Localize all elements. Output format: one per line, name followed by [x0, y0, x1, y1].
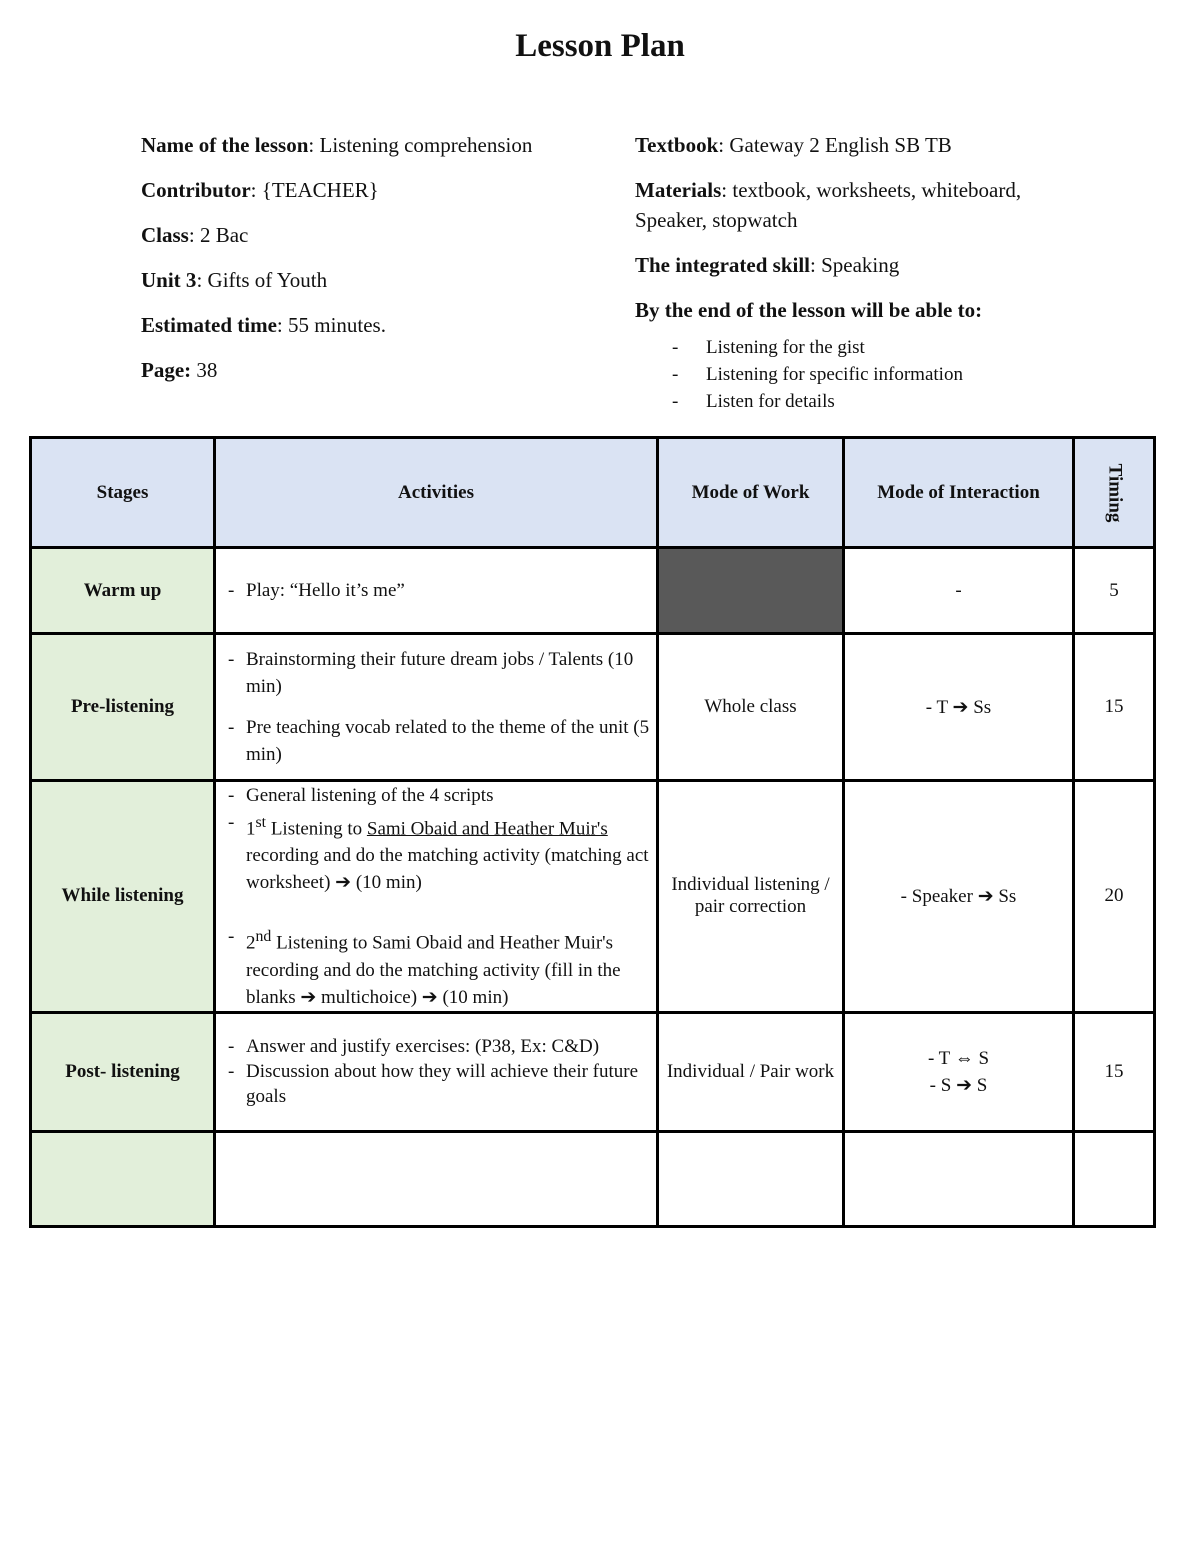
integrated-skill-label: The integrated skill [635, 253, 811, 277]
ordinal-suffix: st [255, 814, 267, 831]
activities-cell [215, 634, 658, 781]
textbook-field: Textbook: Gateway 2 English SB TB [635, 133, 952, 157]
stage-cell: Pre-listening [31, 634, 215, 781]
materials-value: textbook, worksheets, whiteboard, Speaker, stopwatch [635, 178, 1022, 232]
header-mode-of-interaction: Mode of Interaction [844, 438, 1074, 548]
page-field [141, 355, 571, 385]
ordinal-number: 1 [246, 818, 256, 840]
interaction-cell: - T ➔ Ss [844, 634, 1074, 781]
activity-item: - Pre teaching vocab related to the theme of the unit (5 min) [228, 714, 650, 768]
materials-field: Materials: textbook, worksheets, whiteboard, Speaker, stopwatch [635, 178, 1022, 232]
stage-cell: Warm up [31, 548, 215, 634]
objective-item: - Listening for the gist [672, 334, 1095, 361]
class-field: Class: 2 Bac [141, 223, 249, 247]
mode-of-work-cell: Whole class [658, 634, 844, 781]
timing-cell: 5 [1074, 548, 1155, 634]
activity-item: - General listening of the 4 scripts [228, 782, 650, 809]
header-activities: Activities [215, 438, 658, 548]
header-mode-of-work: Mode of Work [658, 438, 844, 548]
contributor-value: {TEACHER} [261, 178, 379, 202]
timing-cell: 15 [1074, 634, 1155, 781]
contributor-field: Contributor: {TEACHER} [141, 178, 379, 202]
textbook-label: Textbook [635, 133, 719, 157]
interaction-cell: - Speaker ➔ Ss [844, 781, 1074, 1013]
integrated-skill-field: The integrated skill: Speaking [635, 253, 900, 277]
objectives-list [672, 334, 1095, 415]
stage-cell: While listening [31, 781, 215, 1013]
activity-text: Listening to Sami Obaid and Heather Muir's recording and do the matching activity (fill in the blanks ➔ multichoice) ➔ (10 min) [246, 932, 621, 1008]
timing-cell: 20 [1074, 781, 1155, 1013]
mode-of-work-cell: Individual listening / pair correction [658, 781, 844, 1013]
table-row [31, 548, 1155, 634]
mode-of-work-cell [658, 1131, 844, 1226]
page-label: Page: [141, 358, 192, 382]
ordinal-number: 2 [246, 932, 256, 954]
header-timing-label: Timing [1104, 463, 1125, 522]
lesson-name-label: Name of the lesson [141, 133, 309, 157]
activity-text: Listening to [266, 818, 367, 840]
table-row [31, 1131, 1155, 1226]
interaction-line: - S ➔ S [929, 1074, 988, 1096]
mode-of-work-cell: Individual / Pair work [658, 1012, 844, 1131]
stage-cell: Post- listening [31, 1012, 215, 1131]
header-timing [1074, 438, 1155, 548]
estimated-time-value: 55 minutes. [287, 313, 386, 337]
estimated-time-field: Estimated time: 55 minutes. [141, 313, 386, 337]
table-header-row [31, 438, 1155, 548]
activity-item [228, 809, 650, 896]
page-value: 38 [196, 358, 218, 382]
interaction-cell: - [844, 548, 1074, 634]
objectives-heading-text: By the end of the lesson will be able to: [635, 298, 983, 322]
lesson-plan-table [29, 436, 1156, 1228]
page-title: Lesson Plan [515, 28, 685, 64]
activities-cell [215, 1012, 658, 1131]
activities-cell [215, 1131, 658, 1226]
underlined-speakers: Sami Obaid and Heather Muir's [366, 818, 608, 840]
interaction-line: - T ⇔ S [927, 1047, 990, 1069]
lesson-info-left [141, 130, 571, 400]
unit-label: Unit 3 [141, 268, 197, 292]
activity-item: - Answer and justify exercises: (P38, Ex: C&D) [228, 1034, 650, 1059]
objective-item: - Listen for details [672, 388, 1095, 415]
activity-item: - Brainstorming their future dream jobs / Talents (10 min) [228, 646, 650, 700]
interaction-cell [844, 1012, 1074, 1131]
objectives-heading [635, 295, 1095, 325]
objective-item: - Listening for specific information [672, 361, 1095, 388]
activity-text: recording and do the matching activity (matching act worksheet) ➔ (10 min) [246, 845, 649, 894]
class-value: 2 Bac [199, 223, 249, 247]
ordinal-suffix: nd [255, 928, 272, 946]
timing-cell: 15 [1074, 1012, 1155, 1131]
activities-cell [215, 781, 658, 1013]
estimated-time-label: Estimated time [141, 313, 277, 337]
activity-item [228, 923, 650, 1010]
mode-of-work-cell-shaded [658, 548, 844, 634]
activity-item: - Discussion about how they will achieve their future goals [228, 1059, 650, 1109]
lesson-name-field: Name of the lesson: Listening comprehension [141, 133, 533, 157]
interaction-cell [844, 1131, 1074, 1226]
contributor-label: Contributor [141, 178, 251, 202]
unit-value: Gifts of Youth [207, 268, 328, 292]
integrated-skill-value: Speaking [821, 253, 900, 277]
table-row [31, 634, 1155, 781]
header-stages: Stages [31, 438, 215, 548]
timing-cell [1074, 1131, 1155, 1226]
table-row [31, 781, 1155, 1013]
table-row [31, 1012, 1155, 1131]
activity-item: - Play: “Hello it’s me” [228, 577, 650, 604]
stage-cell [31, 1131, 215, 1226]
unit-field: Unit 3: Gifts of Youth [141, 268, 328, 292]
class-label: Class [141, 223, 189, 247]
activities-cell [215, 548, 658, 634]
materials-label: Materials [635, 178, 722, 202]
textbook-value: Gateway 2 English SB TB [729, 133, 952, 157]
lesson-name-value: Listening comprehension [319, 133, 533, 157]
lesson-info-right [635, 130, 1095, 415]
